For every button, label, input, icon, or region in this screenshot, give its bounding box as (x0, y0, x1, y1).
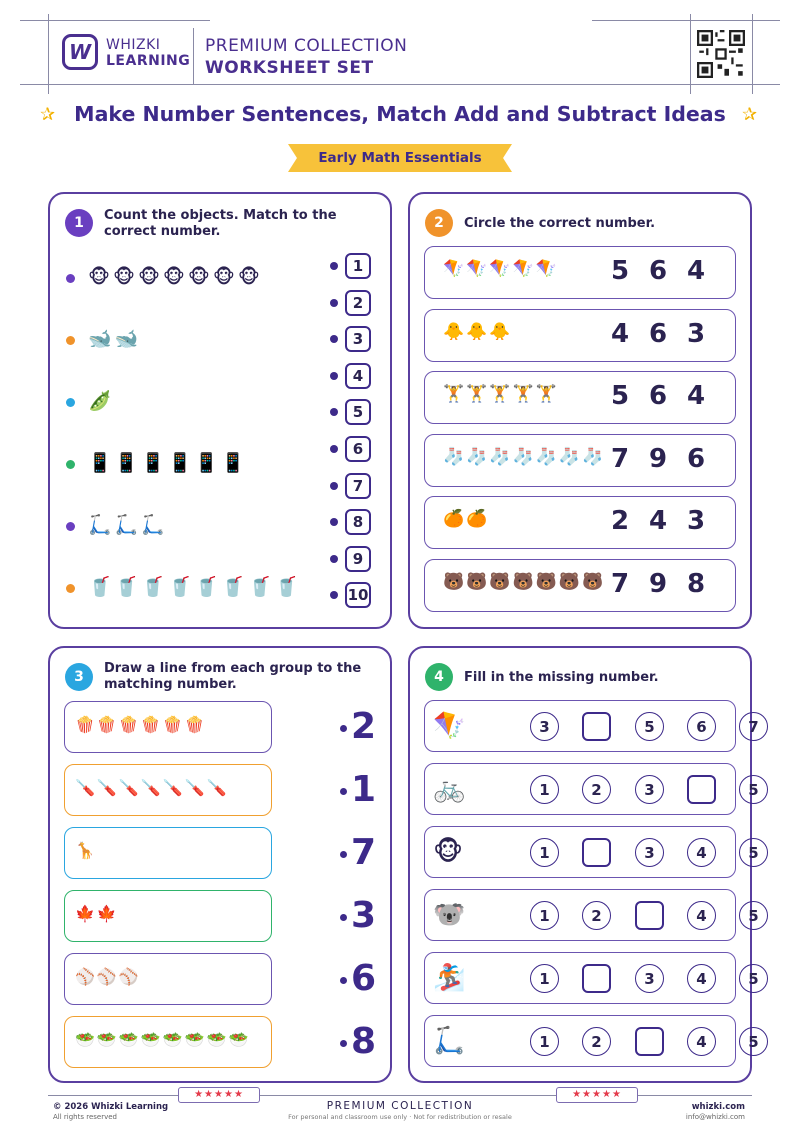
answer-blank[interactable] (582, 964, 611, 993)
match-dot[interactable] (340, 914, 347, 921)
sequence-number: 3 (635, 775, 664, 804)
group-box (64, 827, 272, 879)
answer-option[interactable]: 4 (686, 256, 706, 286)
sequence-picture: 🛴 (433, 1026, 466, 1056)
number-box[interactable]: 3 (345, 326, 371, 352)
group-items: 🥗🥗🥗🥗🥗🥗🥗🥗 (75, 1030, 251, 1049)
answer-blank[interactable] (687, 775, 716, 804)
group-items: 🦒 (75, 841, 97, 860)
answer-options (601, 381, 715, 411)
sequence-row (424, 889, 759, 941)
sequence-number: 1 (530, 1027, 559, 1056)
target-number-label: 7 (351, 832, 377, 873)
target-number[interactable] (340, 707, 376, 747)
sequence-picture: 🏂 (433, 963, 466, 993)
sequence-number: 3 (635, 964, 664, 993)
sequence-row (424, 700, 759, 752)
target-number[interactable] (340, 1022, 376, 1062)
section-instruction: Circle the correct number. (464, 216, 656, 231)
answer-blank[interactable] (582, 838, 611, 867)
row-dot (66, 336, 75, 345)
target-number[interactable] (340, 833, 376, 873)
group-items: 🪛🪛🪛🪛🪛🪛🪛 (75, 778, 229, 797)
subtitle-ribbon (288, 144, 512, 172)
target-number-label: 2 (351, 706, 377, 747)
match-dot[interactable] (330, 445, 338, 453)
sequence-number: 6 (687, 712, 716, 741)
group-box (64, 701, 272, 753)
sequence-number: 3 (635, 838, 664, 867)
count-items: 🫛 (88, 390, 115, 412)
answer-option[interactable]: 6 (648, 381, 668, 412)
section-number: 4 (425, 663, 453, 691)
logo-letter: W (68, 40, 92, 64)
number-box[interactable]: 7 (345, 473, 371, 499)
sequence-number: 5 (739, 1027, 768, 1056)
sequence-picture: 🐨 (433, 900, 466, 930)
rating-stars: ★★★★★ (178, 1087, 260, 1103)
choice-row (424, 496, 736, 549)
match-dot[interactable] (330, 262, 338, 270)
sequence-picture: 🪁 (433, 711, 466, 741)
number-box[interactable]: 4 (345, 363, 371, 389)
section-instruction: Count the objects. Match to the correct number. (104, 208, 337, 239)
count-items: 🐥🐥🐥 (443, 321, 513, 342)
group-box (64, 764, 272, 816)
count-items: 🐵🐵🐵🐵🐵🐵🐵 (88, 266, 263, 288)
choice-row (424, 309, 736, 362)
row-dot (66, 584, 75, 593)
number-box[interactable]: 10 (345, 582, 371, 608)
email-link[interactable]: info@whizki.com (685, 1113, 745, 1121)
collection-line1: PREMIUM COLLECTION (205, 36, 408, 56)
header (0, 0, 800, 96)
count-items: 🛴🛴🛴 (88, 514, 168, 536)
qr-code-icon (697, 30, 745, 78)
star-icon: ✰ (40, 104, 56, 125)
target-number-label: 1 (351, 769, 377, 810)
number-box[interactable]: 8 (345, 509, 371, 535)
row-dot (66, 460, 75, 469)
target-number-label: 3 (351, 895, 377, 936)
group-items: 🍿🍿🍿🍿🍿🍿 (75, 715, 207, 734)
choice-row (424, 246, 736, 299)
brand-line2: LEARNING (106, 53, 191, 69)
count-items: 🧦🧦🧦🧦🧦🧦🧦 (443, 446, 606, 467)
row-dot (66, 398, 75, 407)
answer-option[interactable]: 5 (610, 256, 630, 286)
brand-name (106, 37, 190, 69)
sequence-number: 5 (739, 901, 768, 930)
sequence-number: 1 (530, 901, 559, 930)
answer-options (601, 319, 715, 349)
match-dot[interactable] (330, 482, 338, 490)
brand-line1: WHIZKI (106, 37, 161, 53)
sequence-number: 5 (739, 964, 768, 993)
sequence-number: 5 (739, 838, 768, 867)
answer-options (601, 444, 715, 474)
answer-options (601, 569, 715, 599)
group-items: 🍁🍁 (75, 904, 119, 923)
section-instruction: Draw a line from each group to the matching number. (104, 661, 362, 692)
group-box (64, 1016, 272, 1068)
choice-row (424, 371, 736, 424)
answer-option[interactable]: 6 (648, 256, 668, 286)
count-items: 🐋🐋 (88, 328, 142, 350)
answer-option[interactable]: 7 (610, 569, 630, 599)
sequence-row (424, 1015, 759, 1067)
answer-options (601, 256, 715, 286)
collection-title (205, 35, 407, 79)
count-items: 🥤🥤🥤🥤🥤🥤🥤🥤 (88, 576, 302, 598)
sequence-picture: 🚲 (433, 774, 466, 804)
target-number-label: 8 (351, 1021, 377, 1062)
number-box[interactable]: 6 (345, 436, 371, 462)
sequence-number: 2 (582, 775, 611, 804)
row-dot (66, 274, 75, 283)
match-dot[interactable] (340, 788, 347, 795)
sequence-number: 3 (530, 712, 559, 741)
answer-option[interactable]: 3 (686, 506, 706, 537)
sequence-number: 5 (739, 775, 768, 804)
match-dot[interactable] (340, 725, 347, 732)
number-box[interactable]: 1 (345, 253, 371, 279)
answer-option[interactable]: 2 (610, 506, 630, 537)
footer-collection: PREMIUM COLLECTION (326, 1100, 474, 1112)
sequence-row (424, 952, 759, 1004)
count-items: 🏋🏋🏋🏋🏋 (443, 384, 559, 405)
collection-line2: WORKSHEET SET (205, 58, 374, 78)
match-dot[interactable] (330, 372, 338, 380)
answer-option[interactable]: 4 (686, 381, 706, 412)
section-number: 2 (425, 209, 453, 237)
rating-stars: ★★★★★ (556, 1087, 638, 1103)
star-icon: ✰ (742, 104, 758, 125)
answer-option[interactable]: 4 (648, 506, 668, 537)
answer-option[interactable]: 4 (610, 318, 630, 349)
answer-blank[interactable] (582, 712, 611, 741)
match-dot[interactable] (340, 1040, 347, 1047)
section-number: 3 (65, 663, 93, 691)
sequence-picture: 🐵 (433, 837, 464, 867)
group-items: ⚾⚾⚾ (75, 967, 141, 986)
group-box (64, 890, 272, 942)
count-items: 📱📱📱📱📱📱 (88, 452, 248, 474)
section-number: 1 (65, 209, 93, 237)
sequence-number: 4 (687, 1027, 716, 1056)
choice-row (424, 434, 736, 487)
sequence-number: 1 (530, 964, 559, 993)
target-number[interactable] (340, 770, 376, 810)
brand-logo (62, 34, 98, 70)
sequence-row (424, 826, 759, 878)
answer-option[interactable]: 6 (686, 443, 706, 474)
answer-blank[interactable] (635, 901, 664, 930)
footer-note: For personal and classroom use only · Not for redistribution or resale (288, 1113, 512, 1121)
answer-option[interactable]: 9 (648, 443, 668, 474)
sequence-number: 4 (687, 901, 716, 930)
match-dot[interactable] (330, 299, 338, 307)
page-title: Make Number Sentences, Match Add and Subtract Ideas (74, 102, 726, 126)
count-items: 🐻🐻🐻🐻🐻🐻🐻 (443, 572, 606, 592)
answer-blank[interactable] (635, 1027, 664, 1056)
group-box (64, 953, 272, 1005)
sequence-number: 4 (687, 964, 716, 993)
answer-option[interactable]: 8 (686, 569, 706, 599)
sequence-number: 2 (582, 1027, 611, 1056)
match-dot[interactable] (340, 851, 347, 858)
rights: All rights reserved (53, 1113, 117, 1121)
match-dot[interactable] (340, 977, 347, 984)
row-dot (66, 522, 75, 531)
sequence-number: 5 (635, 712, 664, 741)
answer-option[interactable]: 7 (610, 443, 630, 474)
sequence-number: 1 (530, 775, 559, 804)
ribbon-label: Early Math Essentials (318, 150, 482, 166)
answer-option[interactable]: 6 (648, 318, 668, 349)
number-box[interactable]: 9 (345, 546, 371, 572)
copyright: © 2026 Whizki Learning (53, 1102, 169, 1112)
sequence-number: 4 (687, 838, 716, 867)
answer-option[interactable]: 5 (610, 381, 630, 412)
target-number[interactable] (340, 896, 376, 936)
sequence-number: 2 (582, 901, 611, 930)
count-items: 🍊🍊 (443, 509, 490, 530)
sequence-number: 7 (739, 712, 768, 741)
answer-option[interactable]: 3 (686, 318, 706, 349)
count-items: 🪁🪁🪁🪁🪁 (443, 259, 559, 279)
answer-option[interactable]: 9 (648, 569, 668, 599)
target-number[interactable] (340, 959, 376, 999)
number-box[interactable]: 2 (345, 290, 371, 316)
answer-options (601, 506, 715, 536)
target-number-label: 6 (351, 958, 377, 999)
sequence-number: 1 (530, 838, 559, 867)
choice-row (424, 559, 736, 612)
section-instruction: Fill in the missing number. (464, 670, 659, 685)
match-dot[interactable] (330, 555, 338, 563)
number-box[interactable]: 5 (345, 399, 371, 425)
sequence-row (424, 763, 759, 815)
website-link[interactable]: whizki.com (691, 1102, 745, 1112)
